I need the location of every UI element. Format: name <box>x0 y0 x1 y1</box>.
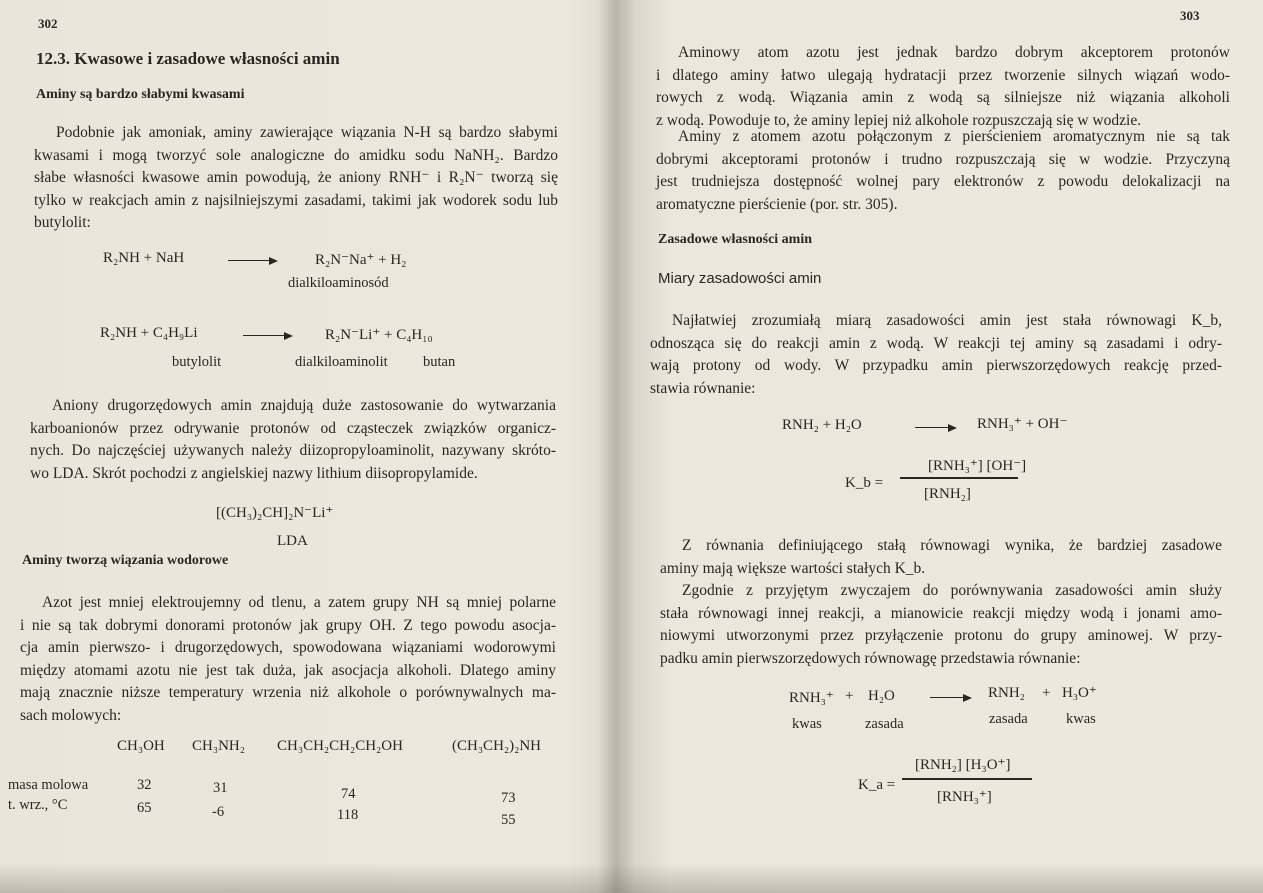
table-cell: 55 <box>501 812 516 828</box>
table-cell: 74 <box>341 786 356 802</box>
reaction-arrow <box>228 260 276 261</box>
eq2-plus: + <box>1042 685 1051 701</box>
kb-denominator: [RNH₂] <box>924 486 971 502</box>
table-cell: 31 <box>213 780 228 796</box>
eq2-water: H₂O <box>868 688 895 704</box>
subheading-measures: Miary zasadowości amin <box>658 270 822 287</box>
fraction-bar <box>902 778 1032 780</box>
reaction-arrow <box>243 335 291 336</box>
reaction-arrow <box>915 427 955 428</box>
reaction2-label-butane: butan <box>423 354 456 370</box>
reaction2-label-product: dialkiloaminolit <box>295 354 388 370</box>
reaction1-left: R₂NH + NaH <box>103 250 185 266</box>
reaction2-right: R₂N⁻Li⁺ + C₄H₁₀ <box>325 327 433 343</box>
kb-symbol: K_b = <box>845 475 884 491</box>
paragraph-hydration: Aminowy atom azotu jest jednak bardzo dobrym akceptorem protonów i dlatego aminy łatwo ulegają hydratacji przez tworzenie silnych wiązań wodo- rowych z wodą. Wiązania amin z wodą są silniejsze niż wiązania alkoholi z wodą. Powoduje to, że aminy lepiej niż alkohole rozpuszczają się w wodzie. <box>656 44 1230 129</box>
table-row-label: masa molowa <box>8 777 89 793</box>
eq1-left: RNH₂ + H₂O <box>782 417 862 433</box>
subheading-basicity: Zasadowe własności amin <box>658 232 813 247</box>
table-header: (CH₃CH₂)₂NH <box>452 738 542 754</box>
subheading-acids: Aminy są bardzo słabymi kwasami <box>36 87 245 102</box>
eq2-label: kwas <box>1066 711 1096 727</box>
eq1-right: RNH₃⁺ + OH⁻ <box>977 416 1068 432</box>
table-cell: 118 <box>337 807 359 823</box>
eq2-label: kwas <box>792 716 822 732</box>
page-bottom-shadow <box>0 863 1263 893</box>
page-number-right: 303 <box>1180 8 1200 23</box>
eq2-hydronium: H₃O⁺ <box>1062 685 1097 701</box>
table-row-label: t. wrz., °C <box>8 797 68 813</box>
ka-numerator: [RNH₂] [H₃O⁺] <box>915 757 1011 773</box>
lda-formula: [(CH₃)₂CH]₂N⁻Li⁺ <box>216 505 334 521</box>
reaction-arrow <box>930 697 970 698</box>
fraction-bar <box>900 477 1018 479</box>
eq2-acid: RNH₃⁺ <box>789 690 834 706</box>
paragraph-lda: Aniony drugorzędowych amin znajdują duże zastosowanie do wytwarzania karboanionów przez odrywanie protonów od cząsteczek związków organicz- nych. Do najczęściej używanych należy diizopropyloaminolit, nazywany skróto- wo LDA. Skrót pochodzi z angielskiej nazwy lithium diisopropylamide. <box>30 397 556 482</box>
page-number-left: 302 <box>38 16 58 31</box>
table-cell: 32 <box>137 777 152 793</box>
table-cell: 73 <box>501 790 516 806</box>
reaction2-left: R₂NH + C₄H₉Li <box>100 325 198 341</box>
paragraph-kb: Najłatwiej zrozumiałą miarą zasadowości amin jest stała równowagi K_b, odnosząca się do reakcji amin z wodą. W reakcji tej aminy są zasadami i odry- wają protony od wody. W przypadku amin pierwszorzędowych reakcję przed- stawia równanie: <box>650 312 1222 397</box>
paragraph-hbonds: Azot jest mniej elektroujemny od tlenu, a zatem grupy NH są mniej polarne i nie są tak dobrymi donorami protonów jak grupy OH. Z tego powodu asocja- cja amin pierwszo- i drugorzędowych, spowodowana wiązaniami wodorowymi między atomami azotu nie jest tak duża, jak asocjacja alkoholi. Dlatego aminy mają znacznie niższe temperatury wrzenia niż alkohole o porównywalnych ma- sach molowych: <box>20 594 556 724</box>
reaction2-label-butyllithium: butylolit <box>172 354 222 370</box>
section-title: 12.3. Kwasowe i zasadowe własności amin <box>36 49 340 68</box>
table-header: CH₃OH <box>117 738 165 754</box>
right-page <box>632 0 1263 893</box>
book-gutter <box>598 0 634 893</box>
paragraph-ka: Zgodnie z przyjętym zwyczajem do porównywania zasadowości amin służy stała równowagi innej reakcji, a mianowicie reakcji między wodą i jonami amo- niowymi utworzonymi przez przyłączenie protonu do grupy aminowej. W przy- padku amin pierwszorzędowych równowagę przedstawia równanie: <box>660 582 1222 667</box>
left-page <box>0 0 600 893</box>
eq2-label: zasada <box>865 716 904 732</box>
kb-numerator: [RNH₃⁺] [OH⁻] <box>928 458 1027 474</box>
paragraph-kb-meaning: Z równania definiującego stałą równowagi wynika, że bardziej zasadowe aminy mają większe wartości stałych K_b. <box>660 537 1222 577</box>
eq2-plus: + <box>845 688 854 704</box>
reaction1-label: dialkiloaminosód <box>288 275 389 291</box>
subheading-hbonds: Aminy tworzą wiązania wodorowe <box>22 553 229 568</box>
eq2-label: zasada <box>989 711 1028 727</box>
paragraph-aromatic: Aminy z atomem azotu połączonym z pierścieniem aromatycznym nie są tak dobrymi akceptorami protonów i trudno rozpuszczają się w wodzie. Przyczyną jest trudniejsza dostępność wolnej pary elektronów z powodu delokalizacji na aromatyczne pierścienie (por. str. 305). <box>656 128 1230 213</box>
table-header: CH₃NH₂ <box>192 738 245 754</box>
ka-symbol: K_a = <box>858 777 896 793</box>
eq2-amine: RNH₂ <box>988 685 1025 701</box>
ka-denominator: [RNH₃⁺] <box>937 789 992 805</box>
paragraph-acidity: Podobnie jak amoniak, aminy zawierające wiązania N-H są bardzo słabymi kwasami i mogą tworzyć sole analogiczne do amidku sodu NaNH₂. Bardzo słabe własności kwasowe amin powodują, że aniony RNH⁻ i R₂N⁻ tworzą się tylko w reakcjach amin z najsilniejszymi zasadami, takimi jak wodorek sodu lub butylolit: <box>34 124 558 231</box>
lda-label: LDA <box>277 533 308 549</box>
table-header: CH₃CH₂CH₂CH₂OH <box>277 738 403 754</box>
table-cell: -6 <box>212 804 225 820</box>
reaction1-right: R₂N⁻Na⁺ + H₂ <box>315 252 407 268</box>
table-cell: 65 <box>137 800 152 816</box>
